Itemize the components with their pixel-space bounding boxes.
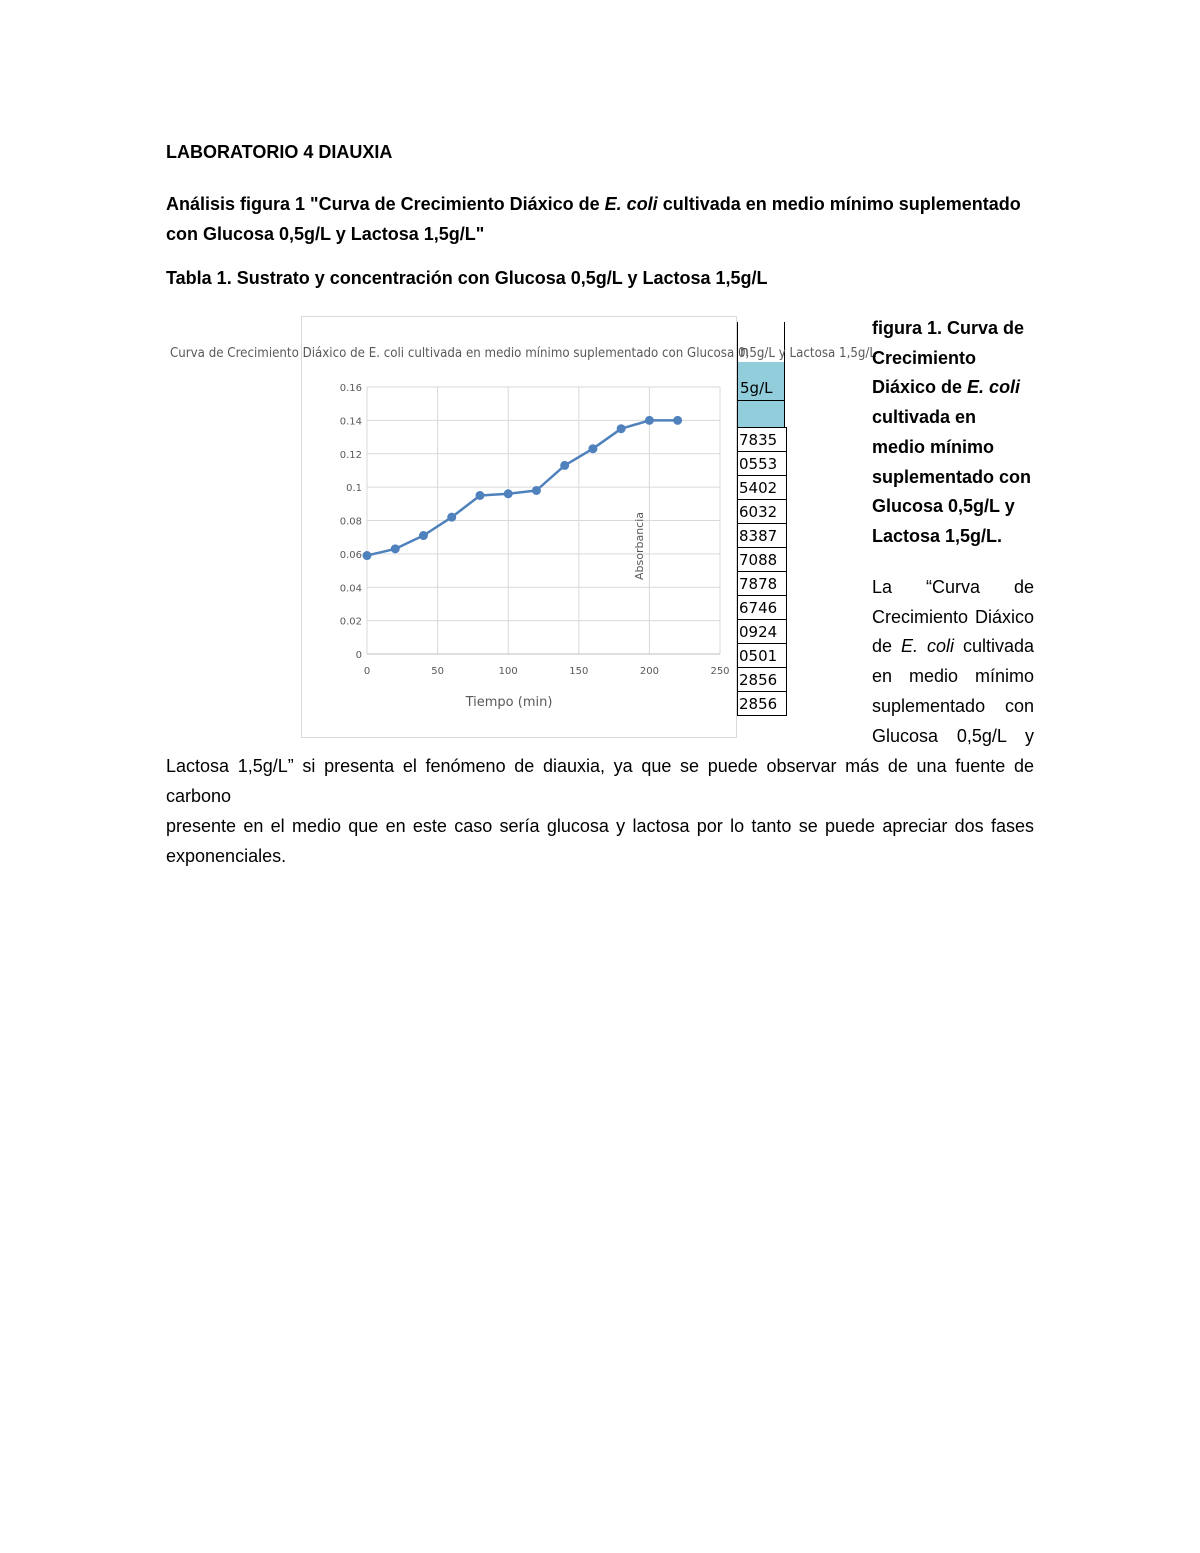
analysis-heading-post: cultivada en medio mínimo suplementado con Glucosa 0,5g/L y Lactosa 1,5g/L" [166,194,1021,244]
data-point [476,491,484,499]
table-heading: Tabla 1. Sustrato y concentración con Glucosa 0,5g/L y Lactosa 1,5g/L [166,268,768,288]
y-tick-label: 0.06 [339,549,362,561]
x-tick-label: 250 [710,666,730,677]
chart-title: Curva de Crecimiento Diáxico de E. coli cultivada en medio mínimo suplementado con Glucosa 0,5g/L y Lactosa 1,5g/L [170,345,877,361]
x-axis-label: Tiempo (min) [465,695,553,710]
table-cell: 7835 [738,427,786,451]
paragraph-line: exponenciales. [166,846,287,866]
analysis-paragraph-start [872,573,1034,751]
x-tick-label: 100 [498,666,518,677]
paragraph-line: presente en el medio que en este caso sería glucosa y lactosa por lo tanto se puede apreciar dos fases [166,816,1034,836]
data-point [504,490,512,498]
y-tick-label: 0.02 [339,616,362,628]
x-tick-label: 150 [569,666,589,677]
table-cell: 5402 [738,475,786,499]
data-point [391,545,399,553]
data-point [589,445,597,453]
table-cell: 0553 [738,451,786,475]
paragraph-text: de [872,636,901,657]
data-point [363,552,371,560]
table-cell: 0924 [738,619,786,643]
data-point [448,513,456,521]
paragraph-line: Crecimiento Diáxico [872,606,1034,627]
growth-curve-chart [160,316,880,746]
chart-tick-labels [340,383,730,677]
x-tick-label: 50 [431,666,444,677]
y-axis-label: Absorbancia [633,511,646,581]
y-tick-label: 0.08 [339,516,362,528]
y-tick-label: 0.1 [346,483,362,495]
data-point [645,416,653,424]
paragraph-text: cultivada [953,636,1034,657]
document-title: LABORATORIO 4 DIAUXIA [166,142,393,162]
analysis-heading [166,189,1036,249]
data-point [561,461,569,469]
y-tick-label: 0 [355,650,362,661]
table-cell: 0501 [738,643,786,667]
table-header-top: n [740,344,749,360]
y-tick-label: 0.04 [339,583,362,595]
paragraph-line: La “Curva de [872,577,1034,597]
table-cell: 2856 [738,691,786,715]
figure-caption-species: E. coli [967,377,1021,398]
paragraph-line [872,632,1034,662]
chart-grid [367,387,720,654]
table-cell: 7878 [738,571,786,595]
figure-caption-post: cultivada en medio mínimo suplementado con Glucosa 0,5g/L y Lactosa 1,5g/L. [872,407,1032,546]
figure-caption-pre: figura 1. Curva de Crecimiento Diáxico de [872,318,1025,398]
analysis-heading-species: E. coli [604,194,658,214]
table-cell: 6746 [738,595,786,619]
series-line [367,420,678,555]
analysis-heading-pre: Análisis figura 1 "Curva de Crecimiento Diáxico de [166,194,605,214]
y-tick-label: 0.16 [339,383,362,394]
table-cell: 2856 [738,667,786,691]
table-cell: 8387 [738,523,786,547]
table-cell: 6032 [738,499,786,523]
paragraph-line: Lactosa 1,5g/L” si presenta el fenómeno de diauxia, ya que se puede observar más de una fuente de carbono [166,756,1034,806]
paragraph-line: suplementado con [872,695,1034,716]
paragraph-line: en medio mínimo [872,666,1034,687]
y-tick-label: 0.12 [339,449,362,461]
table-header-unit: 5g/L [740,379,773,397]
x-tick-label: 0 [363,666,371,677]
figure-caption [872,314,1034,552]
y-tick-label: 0.14 [339,416,362,428]
x-tick-label: 200 [639,666,659,677]
data-point [617,425,625,433]
data-point [674,416,682,424]
paragraph-line: Glucosa 0,5g/L y [872,725,1034,746]
paragraph-species: E. coli [901,636,954,657]
data-point [532,486,540,494]
table-cell: 7088 [738,547,786,571]
data-point [419,532,427,540]
analysis-paragraph-rest [166,751,1034,871]
